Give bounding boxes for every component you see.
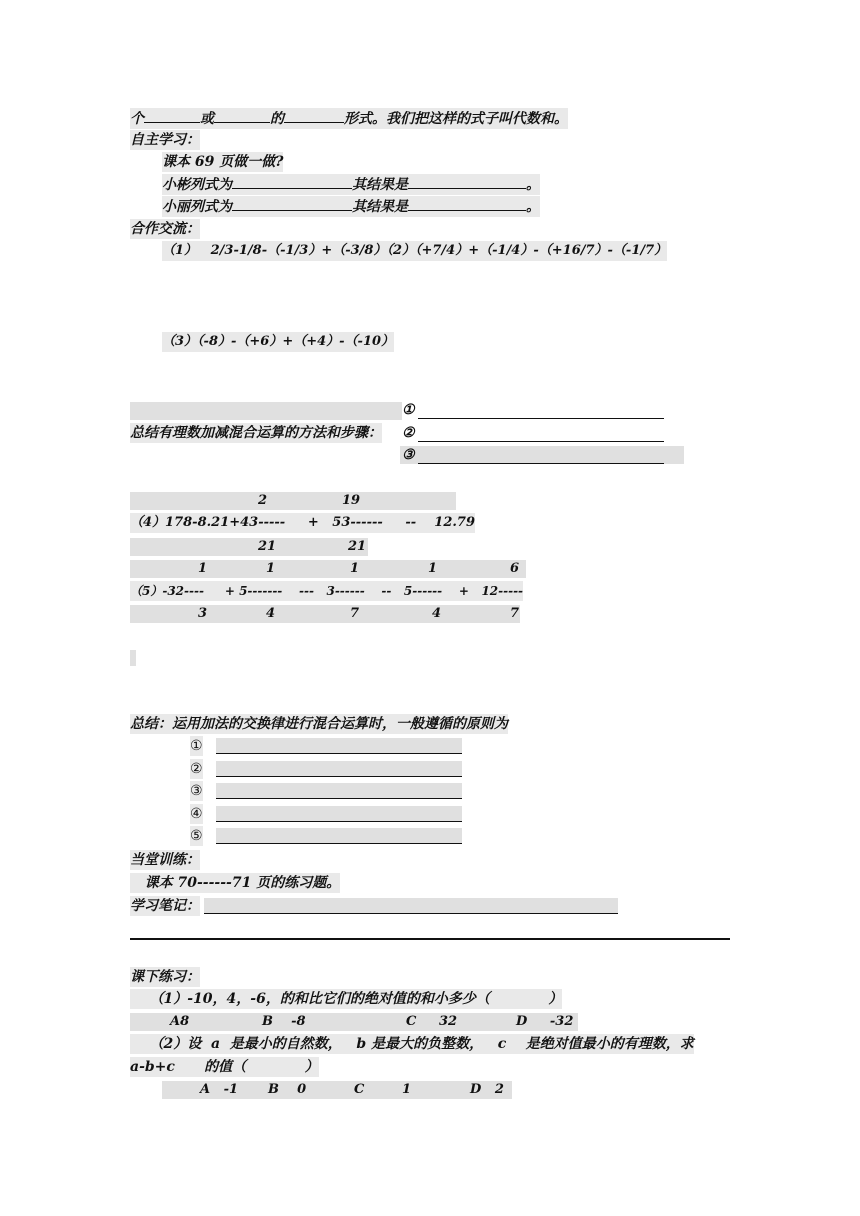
principle-mark-2: ② <box>190 761 203 777</box>
homework-q1-text: （1）-10，4，-6，的和比它们的绝对值的和小多少（ ） <box>149 991 563 1007</box>
coop-q3: （3）（-8）-（+6）+（+4）-（-10） <box>162 332 394 352</box>
q4-expression: （4）178-8.21+43----- + 53------ -- 12.79 <box>130 513 475 533</box>
self-study-task: 课本 69 页做一做? <box>162 154 284 170</box>
intro-line <box>130 108 568 129</box>
xiaoli-line <box>162 196 540 217</box>
q5-den-1: 3 <box>198 606 208 621</box>
q5-den-2: 4 <box>266 606 276 621</box>
blank <box>408 174 526 189</box>
principle-mark-1: ① <box>190 738 203 754</box>
q2-option-d: D 2 <box>470 1082 504 1097</box>
section-divider <box>130 938 730 940</box>
q5-den-4: 4 <box>432 606 442 621</box>
xiaoli-result-label: 其结果是 <box>352 199 408 215</box>
notes-line <box>204 913 618 914</box>
q2-option-c: C <box>354 1082 365 1097</box>
shade-bar <box>216 828 462 844</box>
q2-option-b: B 0 <box>268 1082 307 1097</box>
q1-option-a: A8 <box>170 1014 190 1029</box>
intro-text-2: 或 <box>200 111 214 127</box>
shade-bar <box>130 1013 578 1031</box>
xiaoli-label: 小丽列式为 <box>162 199 232 215</box>
blank <box>214 108 270 123</box>
self-study-heading: 自主学习： <box>130 132 200 148</box>
principle-mark-5: ⑤ <box>190 828 203 844</box>
q1-option-c: C 32 <box>406 1014 458 1029</box>
q5-num-4: 1 <box>428 561 438 576</box>
principle-mark-3: ③ <box>190 783 203 799</box>
intro-text-3: 的 <box>270 111 284 127</box>
homework-q2-line1 <box>130 1034 694 1054</box>
q2-option-c-value: 1 <box>402 1082 412 1097</box>
xiaobin-line <box>162 174 540 195</box>
summary-principles-label: 总结：运用加法的交换律进行混合运算时，一般遵循的原则为 <box>130 716 508 732</box>
q5-num-5: 6 <box>510 561 520 576</box>
principle-line-2 <box>216 776 462 777</box>
q5-num-1: 1 <box>198 561 208 576</box>
q5-expression: （5）-32---- + 5------- --- 3------ -- 5------ + 12----- <box>130 581 523 601</box>
q4-num-1: 2 <box>258 493 268 508</box>
q2-option-a: A -1 <box>200 1082 239 1097</box>
shade-bar <box>130 538 368 556</box>
homework-q2-text: （2）设 a 是最小的自然数， b 是最大的负整数， c 是绝对值最小的有理数，求 <box>149 1036 694 1052</box>
step-line-3 <box>418 463 664 464</box>
q4-den-2: 21 <box>348 539 367 554</box>
shade-bar <box>400 446 684 464</box>
shade-bar <box>216 783 462 799</box>
shade-bar <box>130 560 526 578</box>
q1-option-d: D -32 <box>516 1014 574 1029</box>
principle-line-3 <box>216 798 462 799</box>
blank <box>408 196 526 211</box>
blank <box>144 108 200 123</box>
notes-label: 学习笔记： <box>130 898 200 914</box>
principle-line-1 <box>216 753 462 754</box>
shade-bar <box>130 402 402 420</box>
step-line-1 <box>418 418 664 419</box>
xiaobin-result-label: 其结果是 <box>352 177 408 193</box>
q5-num-3: 1 <box>350 561 360 576</box>
principle-line-4 <box>216 821 462 822</box>
q5-den-3: 7 <box>350 606 360 621</box>
homework-q2-line2: a-b+c 的值（ ） <box>130 1059 319 1075</box>
q5-den-5: 7 <box>510 606 520 621</box>
period: 。 <box>526 199 540 215</box>
class-practice-heading: 当堂训练： <box>130 852 200 868</box>
shade-bar <box>130 605 520 623</box>
blank <box>232 174 352 189</box>
q1-option-b: B -8 <box>262 1014 306 1029</box>
period: 。 <box>526 177 540 193</box>
intro-text-1: 个 <box>130 111 144 127</box>
shade-bar <box>130 492 456 510</box>
class-practice-task <box>130 873 340 893</box>
summary-steps-label: 总结有理数加减混合运算的方法和步骤： <box>130 425 382 441</box>
shade-mark <box>130 650 136 666</box>
blank <box>232 196 352 211</box>
q4-den-1: 21 <box>258 539 277 554</box>
shade-bar <box>216 806 462 822</box>
homework-heading: 课下练习： <box>130 969 200 985</box>
principle-mark-4: ④ <box>190 806 203 822</box>
coop-q12: （1） 2/3-1/8-（-1/3）+（-3/8）（2）（+7/4）+（-1/4）-（+16/7）-（-1/7） <box>162 241 667 261</box>
class-practice-text: 课本 70------71 页的练习题。 <box>144 875 341 891</box>
coop-heading: 合作交流： <box>130 221 200 237</box>
q5-num-2: 1 <box>266 561 276 576</box>
blank <box>284 108 344 123</box>
step-mark-2: ② <box>402 425 415 441</box>
q4-num-2: 19 <box>342 493 361 508</box>
principle-line-5 <box>216 843 462 844</box>
homework-q1 <box>130 989 562 1009</box>
intro-text-4: 形式。我们把这样的式子叫代数和。 <box>344 111 568 127</box>
step-line-2 <box>418 441 664 442</box>
xiaobin-label: 小彬列式为 <box>162 177 232 193</box>
shade-bar <box>216 761 462 777</box>
step-mark-1: ① <box>402 402 415 418</box>
step-mark-3: ③ <box>402 447 415 463</box>
shade-bar <box>216 738 462 754</box>
shade-bar <box>204 898 618 914</box>
